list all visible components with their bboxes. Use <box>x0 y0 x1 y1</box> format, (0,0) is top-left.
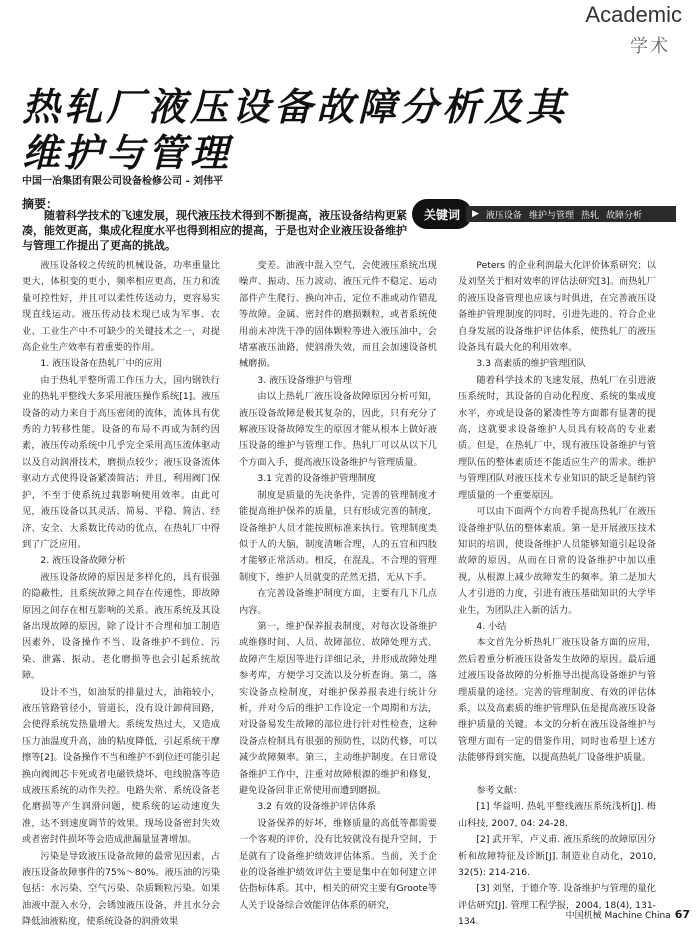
abstract-label: 摘要： <box>22 197 59 211</box>
paragraph: 由以上热轧厂液压设备故障原因分析可知，液压设备故障是极其复杂的，因此，只有充分了解液压设备故障发生的原因才能从根本上做好液压设备的维护与管理工作。热轧厂可以从以下几个方面入手，提高液压设备维护与管理质量。 <box>239 391 437 468</box>
keyword-item: 故障分析 <box>605 210 642 221</box>
article-title <box>22 84 568 176</box>
section-heading: 3.2 有效的设备维护评估体系 <box>257 801 376 813</box>
references-heading: 参考文献： <box>476 785 523 796</box>
title-line-2: 维护与管理 <box>22 131 233 175</box>
page-footer <box>566 908 690 921</box>
keywords-badge: 关键词 <box>412 199 472 229</box>
keyword-item: 维护与管理 <box>528 210 574 221</box>
keyword-item: 热轧 <box>580 210 599 221</box>
journal-name: 中国机械 Machine China <box>565 911 671 921</box>
section-heading: 4. 小结 <box>476 620 507 632</box>
reference-item: [1] 华益明. 热轧平整线液压系统浅析[J]. 梅山科技, 2007, 04: 24-28. <box>458 801 656 829</box>
paragraph: 制度是质量的先决条件，完善的管理制度才能提高维护保养的质量，只有形成完善的制度，设备维护人员才能按照标准来执行。管理制度类似于人的大脑，制度清晰合理，人的五官和四肢才能够正常活动。相反，在混乱、不合理的管理制度下，维护人员就变的茫然无措，无从下手。 <box>239 489 437 583</box>
paragraph: 液压设备较之传统的机械设备，功率重量比更大，体积变的更小，频率相应更高，压力和流量可控性好，并且可以柔性传送动力，更容易实现直线运动。液压传动技术现已成为军事、农业、工业生产中不可缺少的关键技术之一，对提高企业生产效率有着重要的作用。 <box>22 260 220 354</box>
paragraph: 在完善设备维护制度方面，主要有几下几点内容。 <box>239 588 437 616</box>
paragraph: 由于热轧平整所需工作压力大，国内钢铁行业的热轧平整线大多采用液压操作系统[1]。液压设备的动力来自于高压密闭的流体，流体具有优秀的力转移性能，设备的布局不再成为制约因素，液压传动系统中几乎完全采用高压流体驱动以及自动润滑技术，磨损点较少；液压设备流体驱动方式使得设备紧凑简洁；并且，利用阀门保护，不至于使系统过载影响使用效率。由此可见，液压设备以其灵活、简易、平稳、简洁、经济、安全、大系数比传动的优点，在热轧厂中得到了广泛应用。 <box>22 374 220 550</box>
title-line-1: 热轧厂液压设备故障分析及其 <box>22 85 569 129</box>
reference-item: [3] 刘坚，于德介等. 设备维护与管理的量化评估研究[J]. 管理工程学报，2004, 18(4), 131-134. <box>458 883 656 928</box>
paragraph: 变差。油液中混入空气，会使液压系统出现噪声、振动、压力波动、液压元件不稳定、运动部件产生爬行、换向冲击，定位不准或动作错乱等故障。金属、密封件的磨损颗粒，或者系统使用前未冲洗干净的固体颗粒等进入液压油中，会堵塞液压油路，使润滑失效，而且会加速设备机械磨损。 <box>239 260 437 370</box>
paragraph: 污染是导致液压设备故障的最常见因素，占液压设备故障事件的75%～80%。液压油的污染包括：水污染、空气污染、杂质颗粒污染。如果油液中混入水分，会锈蚀液压设备，并且水分会降低油液粘度，使系统设备的润滑效果 <box>22 850 220 928</box>
academic-label-en: Academic <box>585 2 682 27</box>
section-heading: 2. 液压设备故障分析 <box>40 555 126 567</box>
paragraph: 随着科学技术的飞速发展，热轧厂在引进液压系统时，其设备的自动化程度、系统的集成度水平，亦或是设备的紧凑性等方面都有显著的提高，这就要求设备维护人员具有较高的专业素质。但是，在热轧厂中，现有液压设备维护与管理队伍的整体素质还不能适应生产的需求。维护与管理团队对液压技术专业知识的缺乏是制约管理质量的一个重要原因。 <box>458 374 656 501</box>
body-column-3 <box>458 258 656 931</box>
abstract-text: 随着科学技术的飞速发展，现代液压技术得到不断提高，液压设备结构更紧凑，能效更高，集成化程度水平也得到相应的提高，于是也对企业液压设备维护与管理工作提出了更高的挑战。 <box>22 209 407 252</box>
spacer <box>458 767 656 783</box>
paragraph: 第一，维护保养报表制度，对每次设备维护或维修时间、人员、故障部位、故障处理方式、故障产生原因等进行详细记录，并形成故障处理参考库，方便学习交流以及分析查询。第二，落实设备点检制度，对维护保养报表进行统计分析，并对今后的维护工作设定一个周期和方法，对设备易发生故障的部位进行针对性检查，这种设备点检制具有很强的预防性，以防代修，可以减少故障频率。第三，主动维护制度。在日常设备维护工作中，注重对故障根源的维护和修复，避免设备回非正常使用而遭到磨损。 <box>239 620 437 796</box>
reference-item: [2] 武开军，卢义甫. 液压系统的故障原因分析和故障特征及诊断[J]. 制造业自动化，2010, 32(5): 214-216. <box>458 834 656 879</box>
author-line: 中国一冶集团有限公司设备检修公司 - 刘伟平 <box>22 176 224 187</box>
paragraph: 设计不当，如油泵的排量过大，油箱较小，液压管路管径小，管道长，没有设计卸荷回路，会使得系统发热量增大。系统发热过大，又造成压力油温度升高，油的粘度降低，引起系统干摩擦等[2]。设备操作不当和维护不到位还可能引起换向阀阀芯卡死或者电磁铁烧坏、电线脱落等造成液压系统的动作失控。电路失常、系统设备老化磨损等产生润滑问题，使系统的运动速度失准，达不到速度调节的效果。现场设备密封失效或者密封件损坏等会造成泄漏量显著增加。 <box>22 686 220 846</box>
paragraph: 设备保养的好坏，维修质量的高低等都需要一个客观的评价，没有比较就没有提升空间，于是就有了设备维护绩效评估体系。当前，关于企业的设备维护绩效评估主要是集中在如何建立评估指标体系。其中，相关的研究主要有Groote等人关于设备综合效能评估体系的研究， <box>239 817 437 911</box>
keyword-item: 液压设备 <box>485 210 522 221</box>
section-heading: 1. 液压设备在热轧厂中的应用 <box>40 358 163 370</box>
keywords-bar <box>466 206 676 222</box>
paragraph: Peters 的企业利润最大化评价体系研究；以及刘坚关于相对效率的评估法研究[3]。而热轧厂的液压设备管理也应该与时俱进，在完善液压设备维护管理制度的同时，引进先进的、符合企业自身发展的设备维护评估体系，使热轧厂的液压设备具有最大化的利用效率。 <box>458 260 656 354</box>
body-column-1 <box>22 258 220 931</box>
body-column-2 <box>239 258 437 914</box>
section-heading: 3.3 高素质的维护管理团队 <box>476 358 586 370</box>
section-heading: 3.1 完善的设备维护管理制度 <box>257 473 376 485</box>
paragraph: 可以由下面两个方向着手提高热轧厂在液压设备维护队伍的整体素质。第一是开展液压技术知识的培训，使设备维护人员能够知道引起设备故障的原因，从而在日常的设备维护中加以重视，从根源上减少故障发生的频率。第二是加大人才引进的力度，引进有液压基础知识的大学毕业生，为团队注入新的活力。 <box>458 506 656 616</box>
page-number: 67 <box>674 908 690 921</box>
chevron-right-icon: ▶ <box>472 209 479 219</box>
academic-label-cn: 学术 <box>630 36 670 57</box>
section-heading: 3. 液压设备维护与管理 <box>257 374 352 386</box>
paragraph: 液压设备故障的原因是多样化的，具有很强的隐蔽性，且系统故障之间存在传递性，即故障原因之间存在相互影响的关系。液压系统及其设备出现故障的原因，除了设计不合理和加工制造因素外，设备操作不当、设备维护不到位、污染、泄露、振动、老化磨损等也会引起系统故障。 <box>22 571 220 682</box>
paragraph: 本文首先分析热轧厂液压设备方面的应用，然后着重分析液压设备发生故障的原因。最后通过液压设备故障的分析推导出提高设备维护与管理质量的途径。完善的管理制度、有效的评估体系，以及高素质的维护管理队伍是提高液压设备维护质量的关键。本文的分析在液压设备维护与管理方面有一定的借鉴作用，同时也希望上述方法能够得到实施，以提高热轧厂设备维护质量。 <box>458 637 656 764</box>
